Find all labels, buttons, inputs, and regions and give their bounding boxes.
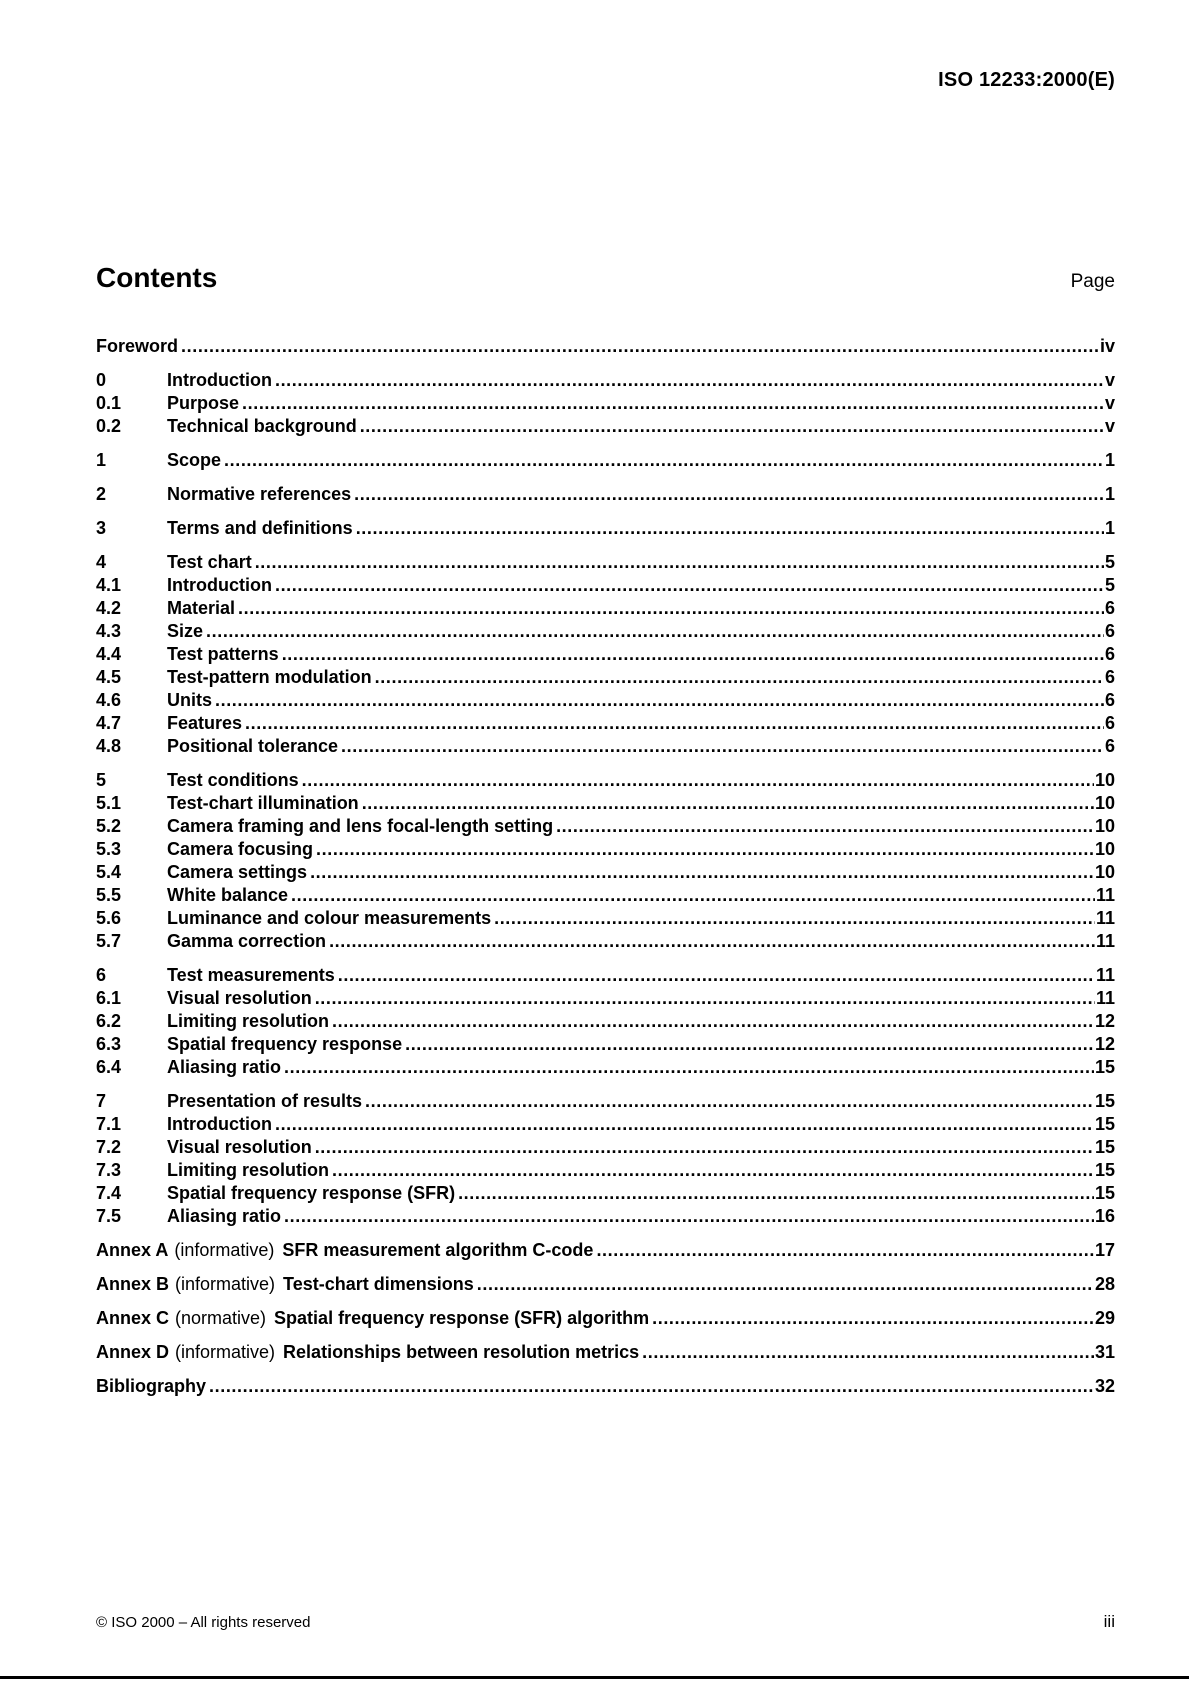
dot-leader (356, 517, 1104, 540)
toc-entry-title: Technical background (167, 416, 357, 436)
toc-page-number: 6 (1104, 598, 1115, 618)
toc-section-number: 4.6 (96, 690, 122, 710)
toc-section-number: 3 (96, 518, 107, 538)
toc-page-number: 10 (1094, 862, 1115, 882)
toc-page-number: 6 (1104, 644, 1115, 664)
dot-leader (275, 369, 1104, 392)
toc-section-number: 6 (96, 965, 107, 985)
toc-entry[interactable] (96, 712, 1115, 735)
toc-group (96, 1090, 1115, 1228)
toc-group (96, 551, 1115, 758)
toc-section-number: 1 (96, 450, 107, 470)
dot-leader (284, 1056, 1094, 1079)
toc-group (96, 449, 1115, 472)
toc-entry[interactable] (96, 643, 1115, 666)
toc-page-number: 28 (1094, 1274, 1115, 1294)
toc-entry-title: Limiting resolution (167, 1011, 329, 1031)
toc-entry-title: Test patterns (167, 644, 279, 664)
toc-page-number: 11 (1095, 908, 1115, 928)
toc-entry[interactable] (96, 1056, 1115, 1079)
toc-page-number: 31 (1094, 1342, 1115, 1362)
footer-page-number: iii (1103, 1612, 1115, 1631)
toc-entry-title: Size (167, 621, 204, 641)
toc-section-number: 5 (96, 770, 107, 790)
toc-entry-title: Introduction (167, 575, 272, 595)
toc-entry[interactable] (96, 861, 1115, 884)
toc-page-number: 10 (1094, 839, 1115, 859)
toc-page-number: 15 (1094, 1091, 1115, 1111)
toc-entry-title: White balance (167, 885, 289, 905)
dot-leader (224, 449, 1104, 472)
dot-leader (362, 792, 1094, 815)
toc-section-number: 4.2 (96, 598, 122, 618)
toc-section-number: 4.1 (96, 575, 122, 595)
toc-entry-title: Test conditions (167, 770, 299, 790)
toc-page-number: 32 (1094, 1376, 1115, 1396)
toc-section-number: 7 (96, 1091, 107, 1111)
toc-entry-title: Units (167, 690, 212, 710)
toc-section-number: 4.4 (96, 644, 122, 664)
toc-entry-title: Gamma correction (167, 931, 327, 951)
toc-page-number: iv (1099, 336, 1115, 356)
contents-heading-row (96, 262, 1115, 294)
toc-entry-title: Introduction (167, 1114, 272, 1134)
toc-page-number: 1 (1104, 484, 1115, 504)
toc-section-number: 7.2 (96, 1137, 122, 1157)
dot-leader (206, 620, 1104, 643)
toc-entry[interactable] (96, 369, 1115, 392)
toc-group (96, 1307, 1115, 1330)
toc-page-number: 11 (1095, 931, 1115, 951)
toc-section-number: 4.3 (96, 621, 122, 641)
toc-entry-title: Scope (167, 450, 222, 470)
toc-entry-title: Visual resolution (167, 1137, 312, 1157)
toc-entry[interactable] (96, 1239, 1115, 1262)
toc-page-number: v (1104, 393, 1115, 413)
toc-section-number: 5.7 (96, 931, 122, 951)
toc-page-number: 10 (1094, 816, 1115, 836)
toc-entry[interactable] (96, 483, 1115, 506)
toc-annex-qualifier: (normative) (175, 1308, 267, 1328)
toc-page-number: v (1104, 416, 1115, 436)
toc-entry[interactable] (96, 884, 1115, 907)
toc-section-number: 5.2 (96, 816, 122, 836)
dot-leader (316, 838, 1094, 861)
toc-page-number: 11 (1095, 885, 1115, 905)
dot-leader (338, 964, 1095, 987)
toc-group (96, 517, 1115, 540)
toc-section-number: 7.1 (96, 1114, 122, 1134)
dot-leader (494, 907, 1095, 930)
toc-section-number: 6.2 (96, 1011, 122, 1031)
toc-entry-title: Positional tolerance (167, 736, 339, 756)
toc-entry[interactable] (96, 1273, 1115, 1296)
toc-entry-title: Terms and definitions (167, 518, 353, 538)
toc-entry[interactable] (96, 597, 1115, 620)
dot-leader (652, 1307, 1094, 1330)
toc-entry[interactable] (96, 1159, 1115, 1182)
toc-entry[interactable] (96, 335, 1115, 358)
dot-leader (596, 1239, 1094, 1262)
dot-leader (255, 551, 1104, 574)
toc-page-number: 12 (1094, 1011, 1115, 1031)
toc-entry-title: Bibliography (96, 1376, 207, 1396)
toc-entry[interactable] (96, 1182, 1115, 1205)
toc-entry-title: Normative references (167, 484, 352, 504)
toc-group (96, 1375, 1115, 1398)
toc-section-number: 6.1 (96, 988, 122, 1008)
toc-entry-title: Presentation of results (167, 1091, 363, 1111)
toc-entry[interactable] (96, 1375, 1115, 1398)
toc-page-number: 6 (1104, 667, 1115, 687)
toc-annex-label: Annex C (96, 1308, 170, 1328)
toc-entry[interactable] (96, 620, 1115, 643)
toc-page-number: v (1104, 370, 1115, 390)
toc-group (96, 1341, 1115, 1364)
dot-leader (238, 597, 1104, 620)
toc-entry-title: Luminance and colour measurements (167, 908, 492, 928)
toc-section-number: 6.4 (96, 1057, 122, 1077)
toc-entry[interactable] (96, 815, 1115, 838)
dot-leader (329, 930, 1095, 953)
toc-entry[interactable] (96, 449, 1115, 472)
toc-entry[interactable] (96, 907, 1115, 930)
toc-page-number: 15 (1094, 1137, 1115, 1157)
toc-page-number: 15 (1094, 1160, 1115, 1180)
dot-leader (310, 861, 1094, 884)
toc-entry-title: Camera framing and lens focal-length setting (167, 816, 554, 836)
toc-annex-qualifier: (informative) (175, 1342, 276, 1362)
toc-entry-title: Features (167, 713, 243, 733)
dot-leader (315, 987, 1095, 1010)
toc-entry[interactable] (96, 415, 1115, 438)
toc-page-number: 29 (1094, 1308, 1115, 1328)
toc-entry-title: Test-pattern modulation (167, 667, 372, 687)
toc-section-number: 5.4 (96, 862, 122, 882)
dot-leader (302, 769, 1094, 792)
toc-entry[interactable] (96, 987, 1115, 1010)
toc-entry-title: Spatial frequency response (SFR) (167, 1183, 456, 1203)
toc-entry-title: Test chart (167, 552, 252, 572)
toc-entry[interactable] (96, 838, 1115, 861)
toc-entry-title: Introduction (167, 370, 272, 390)
toc-page-number: 11 (1095, 988, 1115, 1008)
page-footer (96, 1612, 1115, 1632)
toc-entry-title: Test-chart dimensions (283, 1274, 474, 1294)
dot-leader (282, 643, 1104, 666)
toc-page-number: 6 (1104, 736, 1115, 756)
dot-leader (354, 483, 1104, 506)
toc-entry-title: Aliasing ratio (167, 1057, 282, 1077)
toc-entry-title: Camera focusing (167, 839, 314, 859)
toc-annex-qualifier: (informative) (175, 1274, 276, 1294)
toc-entry-title: Purpose (167, 393, 240, 413)
toc-entry[interactable] (96, 964, 1115, 987)
toc-group (96, 335, 1115, 358)
toc-entry[interactable] (96, 735, 1115, 758)
toc-section-number: 7.5 (96, 1206, 122, 1226)
toc-section-number: 4 (96, 552, 107, 572)
toc-section-number: 5.1 (96, 793, 122, 813)
toc-page-number: 10 (1094, 793, 1115, 813)
toc-section-number: 7.4 (96, 1183, 122, 1203)
toc-group (96, 1273, 1115, 1296)
toc-section-number: 5.5 (96, 885, 122, 905)
toc-page-number: 15 (1094, 1057, 1115, 1077)
toc-page-number: 11 (1095, 965, 1115, 985)
dot-leader (360, 415, 1104, 438)
toc-entry-title: Material (167, 598, 236, 618)
toc-entry[interactable] (96, 1033, 1115, 1056)
toc-annex-label: Annex B (96, 1274, 170, 1294)
toc-section-number: 6.3 (96, 1034, 122, 1054)
dot-leader (365, 1090, 1094, 1113)
toc-entry[interactable] (96, 689, 1115, 712)
toc-section-number: 5.6 (96, 908, 122, 928)
toc-section-number: 2 (96, 484, 107, 504)
toc-group (96, 769, 1115, 953)
toc-entry[interactable] (96, 792, 1115, 815)
dot-leader (181, 335, 1099, 358)
toc-page-number: 6 (1104, 713, 1115, 733)
toc-entry[interactable] (96, 1010, 1115, 1033)
toc-section-number: 4.7 (96, 713, 122, 733)
toc-entry[interactable] (96, 574, 1115, 597)
toc-entry-title: SFR measurement algorithm C-code (282, 1240, 594, 1260)
page-column-label: Page (1070, 271, 1115, 292)
toc-group (96, 1239, 1115, 1262)
table-of-contents (96, 335, 1115, 1409)
toc-entry-title: Limiting resolution (167, 1160, 329, 1180)
dot-leader (284, 1205, 1094, 1228)
toc-entry-title: Test measurements (167, 965, 335, 985)
toc-page-number: 5 (1104, 575, 1115, 595)
toc-page-number: 17 (1094, 1240, 1115, 1260)
dot-leader (215, 689, 1104, 712)
dot-leader (245, 712, 1104, 735)
toc-entry[interactable] (96, 551, 1115, 574)
toc-entry[interactable] (96, 1307, 1115, 1330)
bottom-rule (0, 1676, 1189, 1679)
dot-leader (458, 1182, 1094, 1205)
toc-page-number: 15 (1094, 1114, 1115, 1134)
toc-section-number: 4.8 (96, 736, 122, 756)
toc-entry[interactable] (96, 666, 1115, 689)
toc-entry[interactable] (96, 1136, 1115, 1159)
toc-group (96, 483, 1115, 506)
toc-page-number: 12 (1094, 1034, 1115, 1054)
dot-leader (642, 1341, 1094, 1364)
toc-entry-title: Relationships between resolution metrics (283, 1342, 640, 1362)
dot-leader (242, 392, 1104, 415)
toc-page-number: 10 (1094, 770, 1115, 790)
toc-entry[interactable] (96, 930, 1115, 953)
toc-group (96, 964, 1115, 1079)
toc-section-number: 0 (96, 370, 107, 390)
toc-page-number: 1 (1104, 450, 1115, 470)
dot-leader (275, 1113, 1094, 1136)
toc-entry-title: Visual resolution (167, 988, 312, 1008)
toc-entry-title: Spatial frequency response (SFR) algorithm (274, 1308, 650, 1328)
dot-leader (477, 1273, 1094, 1296)
toc-entry-title: Test-chart illumination (167, 793, 359, 813)
toc-page-number: 5 (1104, 552, 1115, 572)
toc-entry-title: Camera settings (167, 862, 308, 882)
document-identifier: ISO 12233:2000(E) (938, 69, 1115, 91)
toc-page-number: 6 (1104, 690, 1115, 710)
toc-section-number: 0.2 (96, 416, 122, 436)
toc-entry-title: Aliasing ratio (167, 1206, 282, 1226)
toc-annex-label: Annex D (96, 1342, 170, 1362)
toc-annex-label: Annex A (96, 1240, 169, 1260)
dot-leader (332, 1010, 1094, 1033)
toc-group (96, 369, 1115, 438)
copyright-notice: © ISO 2000 – All rights reserved (96, 1614, 311, 1631)
dot-leader (375, 666, 1104, 689)
contents-title: Contents (96, 262, 218, 293)
toc-entry[interactable] (96, 1341, 1115, 1364)
toc-entry[interactable] (96, 1090, 1115, 1113)
toc-entry[interactable] (96, 517, 1115, 540)
toc-entry[interactable] (96, 1205, 1115, 1228)
dot-leader (556, 815, 1094, 838)
dot-leader (291, 884, 1095, 907)
toc-section-number: 7.3 (96, 1160, 122, 1180)
dot-leader (332, 1159, 1094, 1182)
toc-entry[interactable] (96, 392, 1115, 415)
toc-entry[interactable] (96, 769, 1115, 792)
toc-page-number: 6 (1104, 621, 1115, 641)
toc-entry-title: Spatial frequency response (167, 1034, 403, 1054)
toc-page-number: 1 (1104, 518, 1115, 538)
toc-section-number: 4.5 (96, 667, 122, 687)
dot-leader (341, 735, 1104, 758)
toc-section-number: 5.3 (96, 839, 122, 859)
toc-page-number: 15 (1094, 1183, 1115, 1203)
toc-annex-qualifier: (informative) (174, 1240, 275, 1260)
toc-section-number: 0.1 (96, 393, 122, 413)
toc-entry-title: Foreword (96, 336, 179, 356)
dot-leader (275, 574, 1104, 597)
toc-page-number: 16 (1094, 1206, 1115, 1226)
toc-entry[interactable] (96, 1113, 1115, 1136)
dot-leader (209, 1375, 1094, 1398)
dot-leader (405, 1033, 1094, 1056)
dot-leader (315, 1136, 1094, 1159)
